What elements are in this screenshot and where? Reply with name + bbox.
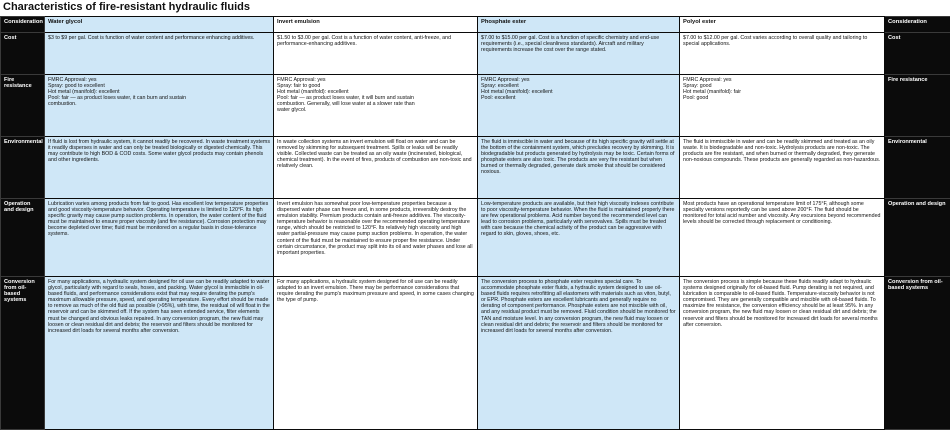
cell-environmental-phosphate-ester: The fluid is immiscible in water and because of its high specific gravity will settle at the bottom of the containment system, which precludes recovery by skimming. It is biodegradable but products generated by hydrolysis may be toxic. Certain forms of phosphate esters are also toxic. The products are very fire resistant but when burned or thermally degraded, generate dark smoke that should be considered noxious. — [478, 137, 680, 199]
cell-operation-phosphate-ester: Low-temperature products are available, but their high viscosity indexes contribute to poor viscosity-temperature behavior. When the fluid is maintained properly there are few operational problems. Acid number beyond the recommended level can lead to corrosion problems, particularly with servovalves. Spills must be treated with care because the chemical activity of the product can be aggressive with regard to skin, gloves, shoes, etc. — [478, 199, 680, 277]
row-label-conversion: Conversion from oil-based systems — [1, 277, 45, 430]
cell-environmental-polyol-ester: The fluid is immiscible in water and can be readily skimmed and treated as an oily waste. It is biodegradable and non-toxic. Hydrolysis products are non-toxic. The products are fire resistant, and when burned or thermally degraded, they generate non-noxious compounds. These products are generally regarded as non-hazardous. — [680, 137, 885, 199]
header-invert-emulsion: Invert emulsion — [274, 17, 478, 33]
row-label-operation-design: Operation and design — [1, 199, 45, 277]
row-label-conversion-right: Conversion from oil-based systems — [885, 277, 950, 430]
row-label-environmental-right: Environmental — [885, 137, 950, 199]
cell-fire-polyol-ester: FMRC Approval: yes Spray: good Hot metal (manifold): fair Pool: good — [680, 75, 885, 137]
row-label-operation-design-right: Operation and design — [885, 199, 950, 277]
cell-operation-water-glycol: Lubrication varies among products from fair to good. Has excellent low temperature properties and good viscosity-temperature behavior. Operating temperature is limited to 120°F. Its high specific gravity may cause pump suction problems. In operation, the water content of the fluid must be maintained to ensure proper viscosity (and fire resistance). Corrosion protection may become depleted over time; fluid must be monitored on a regular basis in close-tolerance systems. — [45, 199, 274, 277]
cell-conversion-polyol-ester: The conversion process is simple because these fluids readily adapt to hydraulic systems designed originally for oil-based fluid. Pump derating is not required, and lubrication is comparable to oil-based fluids. Temperature-viscosity behavior is not compromised. They are generally compatible and miscible with oil-based fluids. To maximize fire resistance, the conversion efficiency should be at least 95%. In any conversion program, the new fluid may loosen or clean residual dirt and debris; the reservoir and filters should be monitored for increased dirt loads for several months after conversion. — [680, 277, 885, 430]
table-row-cost — [1, 33, 950, 75]
table-row-environmental — [1, 137, 950, 199]
header-row — [1, 17, 950, 33]
cell-operation-invert-emulsion: Invert emulsion has somewhat poor low-temperature properties because a dispersed water phase can freeze and, in some products, irreversibly destroy the emulsion stability. Premium products contain anti-freeze additives. The viscosity-temperature behavior is reasonable over the recommended operating temperature range, which should be restricted to 120°F. Its relatively high viscosity and high water partial-pressure may cause pump suction problems. In operation, the water content of the fluid must be maintained to ensure proper fire resistance. Under certain circumstance, the product may split into its oil and water phases and lose all important properties. — [274, 199, 478, 277]
row-label-fire-resistance: Fire resistance — [1, 75, 45, 137]
header-consideration-left: Consideration — [1, 17, 45, 33]
row-label-environmental: Environmental — [1, 137, 45, 199]
table-row-fire-resistance — [1, 75, 950, 137]
cell-environmental-invert-emulsion: In waste collection systems an invert emulsion will float on water and can be removed by skimming for subsequent treatment. Spills or leaks will be readily visible. Collected waste can be treated as an oily waste (incinerated, biological, chemical treatment). In the event of fires, products of combustion are non-toxic and relatively clean. — [274, 137, 478, 199]
row-label-cost: Cost — [1, 33, 45, 75]
table-row-operation-design — [1, 199, 950, 277]
table-title: Characteristics of fire-resistant hydraulic fluids — [0, 0, 950, 16]
row-label-fire-resistance-right: Fire resistance — [885, 75, 950, 137]
cell-conversion-water-glycol: For many applications, a hydraulic system designed for oil use can be readily adapted to water glycol, particularly with regard to seals, hoses, and packing. Water glycol is immiscible in oil-based fluids, and performance considerations exist that may require derating the pump's maximum allowable pressure, speed, and operating temperature. Every effort should be made to remove as much of the old fluid as possible (>95%), with time, the residual oil will float in the reservoir and can be skimmed off. If the system has seen extended service, filter elements must be changed and obvious leaks repaired. In any conversion program, the new fluid may loosen or clean residual dirt and debris; the reservoir and filters should be monitored for increased dirt loads for several months after conversion. — [45, 277, 274, 430]
header-consideration-right: Consideration — [885, 17, 950, 33]
cell-conversion-phosphate-ester: The conversion process to phosphate ester requires special care. To accommodate phosphate ester fluids, a hydraulic system designed to use oil-based fluids requires retrofitting all elastomers with materials such as viton, butyl, or EPR. Phosphate esters are excellent lubricants and generally require no derating of component performance. Phosphate esters are not miscible with oil, and any residual product must be removed. Fluid condition should be monitored for TAN and moisture level. In any conversion program, the new fluid may loosen or clean residual dirt and debris; the reservoir and filters should be monitored for increased dirt loads for several months after conversion. — [478, 277, 680, 430]
row-label-cost-right: Cost — [885, 33, 950, 75]
cell-cost-water-glycol: $3 to $9 per gal. Cost is function of water content and performance enhancing additives. — [45, 33, 274, 75]
cell-cost-phosphate-ester: $7.00 to $15.00 per gal. Cost is a function of specific chemistry and end-use requirements (i.e., special cleanliness standards). Aircraft and military requirements increase the cost over the range stated. — [478, 33, 680, 75]
header-polyol-ester: Polyol ester — [680, 17, 885, 33]
cell-fire-water-glycol: FMRC Approval: yes Spray: good to excellent Hot metal (manifold): excellent Pool: fair — as product loses water, it can burn and sustain combustion. — [45, 75, 274, 137]
header-water-glycol: Water glycol — [45, 17, 274, 33]
cell-cost-invert-emulsion: $1.50 to $3.00 per gal. Cost is a function of water content, anti-freeze, and performance-enhancing additives. — [274, 33, 478, 75]
cell-cost-polyol-ester: $7.00 to $12.00 per gal. Cost varies according to overall quality and tailoring to special applications. — [680, 33, 885, 75]
cell-fire-phosphate-ester: FMRC Approval: yes Spray: excellent Hot metal (manifold): excellent Pool: excellent — [478, 75, 680, 137]
fluids-table — [0, 16, 950, 430]
cell-conversion-invert-emulsion: For many applications, a hydraulic system designed for oil use can be readily adapted to an invert emulsion. There may be performance considerations that require derating the pump's maximum pressure and speed, in some cases changing the type of pump. — [274, 277, 478, 430]
cell-fire-invert-emulsion: FMRC Approval: yes Spray: fair to good Hot metal (manifold): excellent Pool: fair — as product loses water, it will burn and sustain combustion. Generally, will lose water at a slower rate than water glycol. — [274, 75, 478, 137]
cell-operation-polyol-ester: Most products have an operational temperature limit of 175°F, although some specialty versions reportedly can be used above 200°F. The fluid should be monitored for total acid number and viscosity. Any excursions beyond recommended levels should be corrected through replacement or conditioning. — [680, 199, 885, 277]
header-phosphate-ester: Phosphate ester — [478, 17, 680, 33]
cell-environmental-water-glycol: If fluid is lost from hydraulic system, it cannot readily be recovered. In waste treatment systems it readily disperses in water and can only be treated biologically or digested chemically. This may contribute to high BOD & COD costs. Some water glycol products may contain phenols and other ingredients. — [45, 137, 274, 199]
table-row-conversion — [1, 277, 950, 430]
